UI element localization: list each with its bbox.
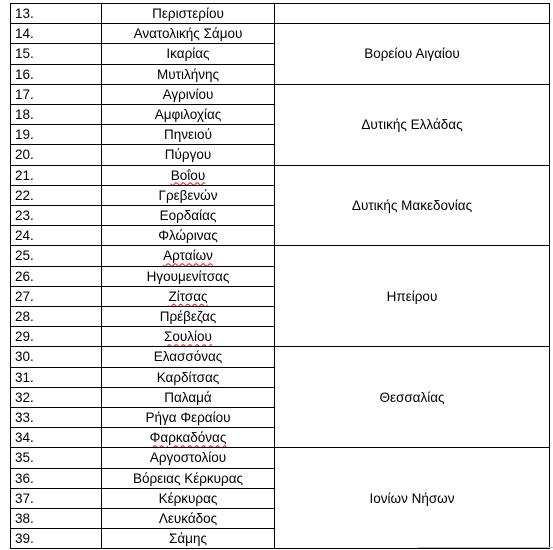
row-number-cell: 34. xyxy=(11,428,102,448)
municipality-name: Πρέβεζας xyxy=(159,309,217,325)
municipality-name: Αμφιλοχίας xyxy=(154,107,222,123)
municipality-name: Ανατολικής Σάμου xyxy=(133,26,243,42)
region-cell xyxy=(275,347,550,448)
table-body xyxy=(11,4,550,549)
municipality-name: Ελασσόνας xyxy=(153,349,223,365)
table-row xyxy=(11,84,550,104)
municipality-name-cell xyxy=(102,24,275,44)
municipality-name-cell xyxy=(102,307,275,327)
municipality-name-cell xyxy=(102,327,275,347)
region-cell xyxy=(275,24,550,85)
row-number-cell: 27. xyxy=(11,286,102,306)
row-number-cell: 39. xyxy=(11,529,102,549)
row-number-cell: 17. xyxy=(11,84,102,104)
row-number-cell: 21. xyxy=(11,165,102,185)
row-number-cell: 23. xyxy=(11,206,102,226)
municipality-name: Κέρκυρας xyxy=(158,490,218,506)
row-number-cell: 32. xyxy=(11,387,102,407)
region-label: Δυτικής Μακεδονίας xyxy=(351,197,473,213)
row-number-cell: 18. xyxy=(11,105,102,125)
row-number-cell: 38. xyxy=(11,509,102,529)
municipality-name-cell xyxy=(102,145,275,165)
row-number-cell: 20. xyxy=(11,145,102,165)
table-row xyxy=(11,448,550,468)
municipality-name: Εορδαίας xyxy=(159,208,217,224)
row-number-cell: 28. xyxy=(11,307,102,327)
region-label: Βορείου Αιγαίου xyxy=(364,46,460,62)
municipality-name: Γρεβενών xyxy=(158,187,218,203)
municipality-name-cell xyxy=(102,387,275,407)
row-number-cell: 35. xyxy=(11,448,102,468)
row-number-cell: 13. xyxy=(11,4,102,24)
municipality-name-cell xyxy=(102,408,275,428)
municipality-name-cell xyxy=(102,448,275,468)
municipality-name: Αρταίων xyxy=(163,248,213,264)
municipality-name: Ρήγα Φεραίου xyxy=(145,410,231,426)
municipality-name-cell xyxy=(102,84,275,104)
row-number-cell: 14. xyxy=(11,24,102,44)
municipality-name-cell xyxy=(102,64,275,84)
row-number-cell: 37. xyxy=(11,488,102,508)
region-label: Θεσσαλίας xyxy=(379,389,445,405)
municipality-name: Παλαμά xyxy=(164,389,212,405)
municipality-name: Καρδίτσας xyxy=(156,369,220,385)
municipality-name-cell xyxy=(102,105,275,125)
municipality-name-cell xyxy=(102,488,275,508)
region-cell xyxy=(275,4,550,24)
row-number-cell: 31. xyxy=(11,367,102,387)
municipality-name-cell xyxy=(102,206,275,226)
municipality-name: Ζίτσας xyxy=(168,288,208,304)
municipality-name: Ικαρίας xyxy=(166,46,210,62)
municipality-name-cell xyxy=(102,246,275,266)
region-cell xyxy=(275,246,550,347)
row-number-cell: 15. xyxy=(11,44,102,64)
row-number-cell: 22. xyxy=(11,185,102,205)
region-cell xyxy=(275,165,550,246)
table-row xyxy=(11,165,550,185)
region-cell xyxy=(275,448,550,549)
table-row xyxy=(11,246,550,266)
table-row xyxy=(11,347,550,367)
municipality-name: Σουλίου xyxy=(164,329,212,345)
row-number-cell: 33. xyxy=(11,408,102,428)
municipality-name: Φλώρινας xyxy=(158,228,218,244)
row-number-cell: 16. xyxy=(11,64,102,84)
municipality-name-cell xyxy=(102,509,275,529)
row-number-cell: 30. xyxy=(11,347,102,367)
municipality-name: Πηνειού xyxy=(164,127,212,143)
region-label: Ιονίων Νήσων xyxy=(369,490,455,506)
municipality-name-cell xyxy=(102,266,275,286)
municipality-name: Βόρειας Κέρκυρας xyxy=(132,470,244,486)
table-row xyxy=(11,24,550,44)
municipality-name-cell xyxy=(102,125,275,145)
municipality-name: Μυτιλήνης xyxy=(157,66,219,82)
municipality-name: Αγρινίου xyxy=(162,86,214,102)
municipalities-table xyxy=(10,3,550,549)
municipality-name-cell xyxy=(102,347,275,367)
municipality-name-cell xyxy=(102,165,275,185)
municipality-name: Περιστερίου xyxy=(152,6,224,21)
municipality-name: Αργοστολίου xyxy=(149,450,227,466)
municipality-name-cell xyxy=(102,286,275,306)
municipality-name-cell xyxy=(102,428,275,448)
municipality-name: Πύργου xyxy=(164,147,212,163)
row-number-cell: 26. xyxy=(11,266,102,286)
table-row xyxy=(11,4,550,24)
region-cell xyxy=(275,84,550,165)
row-number-cell: 25. xyxy=(11,246,102,266)
region-label: Ηπείρου xyxy=(386,288,438,304)
municipality-name: Ηγουμενίτσας xyxy=(146,268,230,284)
municipality-name-cell xyxy=(102,4,275,24)
municipality-name-cell xyxy=(102,367,275,387)
page-edge-line xyxy=(418,547,553,548)
region-label: Δυτικής Ελλάδας xyxy=(361,117,463,133)
municipality-name-cell xyxy=(102,185,275,205)
row-number-cell: 36. xyxy=(11,468,102,488)
municipality-name: Σάμης xyxy=(169,531,207,547)
row-number-cell: 29. xyxy=(11,327,102,347)
municipality-name-cell xyxy=(102,529,275,549)
row-number-cell: 19. xyxy=(11,125,102,145)
municipality-name-cell xyxy=(102,226,275,246)
row-number-cell: 24. xyxy=(11,226,102,246)
municipality-name: Φαρκαδόνας xyxy=(149,430,227,446)
municipality-name: Βοΐου xyxy=(170,167,206,183)
municipality-name: Λευκάδος xyxy=(158,511,218,527)
municipality-name-cell xyxy=(102,468,275,488)
municipality-name-cell xyxy=(102,44,275,64)
